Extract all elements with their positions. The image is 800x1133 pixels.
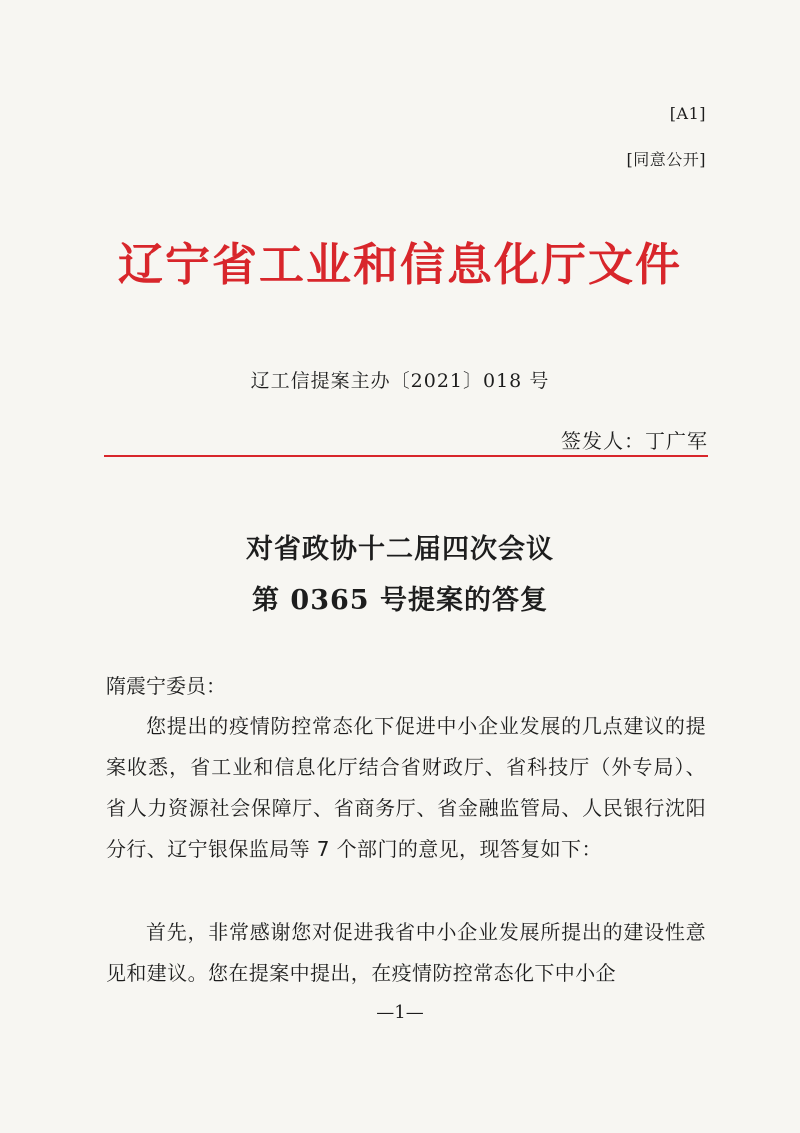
red-divider-line xyxy=(104,455,708,457)
subject-title-line1: 对省政协十二届四次会议 xyxy=(246,534,554,565)
subject-title-line2: 第 0365 号提案的答复 xyxy=(252,585,548,616)
document-header-title: 辽宁省工业和信息化厅文件 xyxy=(117,238,682,291)
salutation: 隋震宁委员： xyxy=(106,674,226,698)
document-number: 辽工信提案主办〔2021〕018 号 xyxy=(250,370,550,392)
classification-tag: [A1] xyxy=(669,104,706,123)
body-paragraph: 您提出的疫情防控常态化下促进中小企业发展的几点建议的提案收悉，省工业和信息化厅结合省财政厅、省科技厅（外专局）、省人力资源社会保障厅、省商务厅、省金融监管局、人民银行沈阳分行、辽宁银保监局等 7 个部门的意见，现答复如下： xyxy=(106,714,706,861)
page-number: —1— xyxy=(376,1002,424,1023)
signer-line: 签发人：丁广军 xyxy=(561,429,708,453)
body-paragraph: 首先，非常感谢您对促进我省中小企业发展所提出的建设性意见和建议。您在提案中提出，在疫情防控常态化下中小企 xyxy=(106,920,706,985)
disclosure-tag: [同意公开] xyxy=(626,150,706,169)
